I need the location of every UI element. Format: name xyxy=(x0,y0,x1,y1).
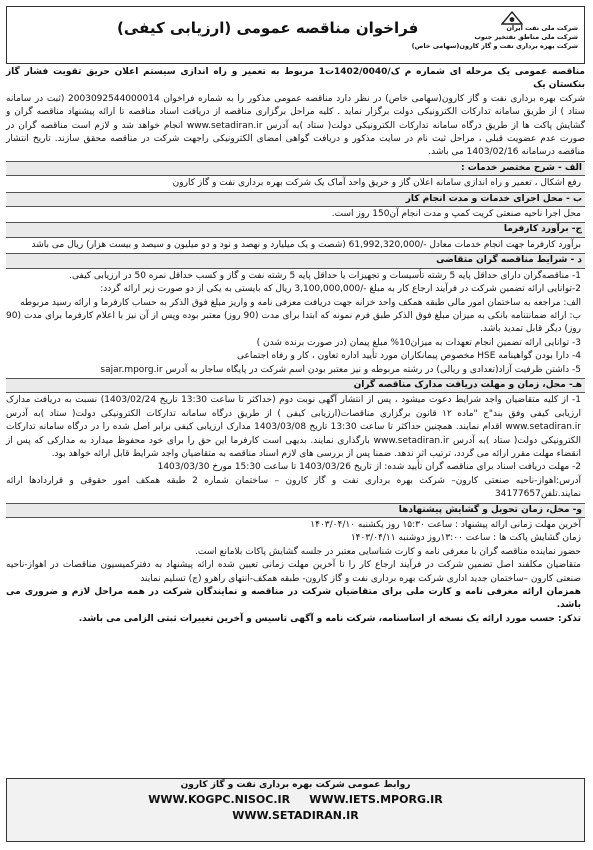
nioc-logo-icon xyxy=(501,11,523,25)
section-d-title: د - شرایط مناقصه گران متقاضی xyxy=(6,253,585,268)
section-a-body: رفع اشکال ، تعمیر و راه اندازی سامانه اعلان گاز و حریق واحد آماک یک شرکت بهره برداری نفت و گاز کارون xyxy=(172,178,581,189)
submission-deadline: آخرین مهلت زمانی ارائه پیشنهاد : ساعت ۱۵:۳۰ روز یکشنبه ۱۴۰۳/۰۴/۱۰ xyxy=(310,520,581,530)
representative-note: حضور نماینده مناقصه گران با معرفی نامه و کارت شناسایی معتبر در جلسه گشایش پاکات بلامانع است. xyxy=(195,546,581,557)
document-receipt-item-2: 2- مهلت دریافت اسناد برای مناقصه گران تأیید شده: از تاریخ 1403/03/26 تا ساعت 15:30 مورخ 1403/03/30 xyxy=(157,462,581,473)
section-f-title: و- محل، زمان تحویل و گشایش پیشنهادها xyxy=(6,503,585,518)
section-b-body: محل اجرا ناحیه صنعتی کریت کمپ و مدت انجام آن150 روز است. xyxy=(331,209,581,220)
condition-2b: ب: ارائه ضمانتنامه بانکی به میزان مبلغ فوق الذکر طبق فرم نمونه که ابتدا برای مدت (90 روز) معتبر بوده وپس از آن نیز با اعلام کارفرما برای مدت (90 روز) دیگر قابل تمدید باشد. xyxy=(6,310,581,335)
company-logo-block xyxy=(408,11,578,51)
condition-2a: الف: مراجعه به ساختمان امور مالی طبقه همکف واحد خزانه جهت دریافت معرفی نامه و واریز مبلغ فوق الذکر به حساب کارفرما و ارائه رسید مربوطه xyxy=(20,297,581,308)
company-name-line-1: شرکت ملی نفت ایران xyxy=(506,24,578,32)
notice-title: فراخوان مناقصه عمومی (ارزیابی کیفی) xyxy=(117,19,419,37)
notice-header xyxy=(6,6,585,64)
public-relations-line: روابط عمومی شرکت بهره برداری نفت و گاز کارون xyxy=(180,780,411,790)
setadiran-link[interactable]: WWW.SETADIRAN.IR xyxy=(232,809,359,822)
guarantee-submission-note: متقاضیان مکلفند اصل تضمین شرکت در فرآیند ارجاع کار را تا آخرین مهلت زمانی تعیین شده ارائه پیشنهاد به دفترکمیسیون مناقصات در اهواز-ناحیه صنعتی کارون –ساختمان جدید اداری شرکت بهره برداری نفت و گاز کارون- طبقه همکف-انتهای راهرو (ج) تسلیم نمایند xyxy=(6,560,581,584)
notice-body xyxy=(6,66,585,626)
tender-notice-page xyxy=(6,6,585,842)
section-e-title: هـ- محل، زمان و مهلت دریافت مدارک مناقصه گران xyxy=(6,378,585,393)
condition-2: 2-توانایی ارائه تضمین شرکت در فرآیند ارجاع کار به مبلغ -/3,100,000,000 ریال که بایستی به یکی از دو صورت زیر ارائه گردد: xyxy=(100,284,581,295)
iets-link[interactable]: WWW.IETS.MPORG.IR xyxy=(309,793,443,806)
condition-3: 3- توانایی ارائه تضمین انجام تعهدات به میزان10% مبلغ پیمان (در صورت برنده شدن ) xyxy=(256,337,581,348)
section-c-title: ج- برآورد کارفرما xyxy=(6,222,585,237)
opening-time: زمان گشایش پاکت ها : ساعت ۱۳:۰۰روز دوشنبه ۱۴۰۳/۰۴/۱۱ xyxy=(350,533,581,544)
document-receipt-item-1: 1- از کلیه متقاضیان واجد شرایط دعوت میشود ، پس از انتشار آگهی نوبت دوم (حداکثر تا ساعت 13:30 تاریخ 1403/02/24) نسبت به دریافت مدارک ارزیابی کیفی وفق بند"ج "ماده ۱۲ قانون برگزاری مناقصات(ارزیابی کیفی ) از طریق درگاه سامانه تدارکات الکترونیکی دولت( ستاد )به آدرس www.setadiran.ir اقدام نمایند. همچنین حداکثر تا ساعت 13:30 تاریخ 1403/03/08 مدارک ارزیابی کیفی برابر اصل شده را در درگاه سامانه تدارکات الکترونیکی دولت( ستاد )به آدرس www.setadiran.ir بارگذاری نمایند. بدیهی است کارفرما این حق را برای خود محفوظ میدارد به مدارکی که پس از انقضاء مهلت مقرر ارائه می گردد، ترتیب اثر ندهد. ضمنا پس از بررسی های لازم اسناد مناقصه به متقاضیان واجد شرایط قابل ارائه خواهد بود. xyxy=(6,395,582,459)
website-links xyxy=(7,792,584,808)
notice-footer xyxy=(6,778,585,842)
section-a-title: الف - شرح مختصر خدمات : xyxy=(6,161,585,176)
condition-5: 5- داشتن ظرفیت آزاد(تعدادی و ریالی) در رشته مربوطه و نیز معتبر بودن اسم شرکت در پایگاه ساجار به آدرس sajar.mporg.ir xyxy=(100,364,581,375)
kogpc-link[interactable]: WWW.KOGPC.NISOC.IR xyxy=(148,793,291,806)
final-note: تذکر: حسب مورد ارائه یک نسخه از اساسنامه، شرکت نامه و آگهی تاسیس و آخرین تغییرات ثبتی الزامی می باشد. xyxy=(78,613,581,624)
company-name-line-2: شرکت ملی مناطق نفتخیز جنوب xyxy=(474,33,578,41)
company-name-line-3: شرکت بهره برداری نفت و گاز کارون(سهامی خاص) xyxy=(411,42,578,50)
intro-paragraph: شرکت بهره برداری نفت و گاز کارون(سهامی خاص) در نظر دارد مناقصه عمومی مذکور را به شماره فراخوان 2003092544000014 (ثبت در سامانه ستاد ) از طریق سامانه تدارکات الکترونیکی دولت برگزار نماید . کلیه مراحل برگزاری مناقصه از دریافت اسناد مناقصه تا ارائه پیشنهاد مناقصه گران و گشایش پاکت ها از طریق درگاه سامانه تدارکات الکترونیکی دولت( ستاد )به آدرس www.setadiran.ir انجام خواهد شد و لازم است مناقصه گران در صورت عدم عضویت قبلی ، مراحل ثبت نام در سایت مذکور و دریافت گواهی امضای الکترونیکی راجهت شرکت در مناقصه محقق سازند. تاریخ انتشار مناقصه درسامانه 1403/02/16 می باشد. xyxy=(6,93,586,158)
section-c-body: برآورد کارفرما جهت انجام خدمات معادل -/61,992,320,000 (شصت و یک میلیارد و نهصد و نود و دو میلیون و سیصد و بیست هزار) ریال می باشد xyxy=(31,239,581,250)
condition-1: 1- مناقصه‌گران دارای حداقل پایه 5 رشته تأسیسات و تجهیزات یا حداقل پایه 5 رشته نفت و گاز و کسب حداقل نمره 50 در ارزیابی کیفی. xyxy=(69,270,581,281)
id-card-note: همزمان ارائه معرفی نامه و کارت ملی برای متقاضیان شرکت در مناقصه و نمایندگان شرکت در همه مراحل لازم و ضروری می باشد. xyxy=(6,587,581,611)
submission-address: آدرس:اهواز-ناحیه صنعتی کارون– شرکت بهره برداری نفت و گاز کارون – ساختمان شماره 2 طبقه همکف امور حقوقی و قراردادها ارائه نمایند.تلفن34177657 xyxy=(6,475,581,500)
section-b-title: ب - محل اجرای خدمات و مدت انجام کار xyxy=(6,192,585,207)
condition-4: 4- دارا بودن گواهینامه HSE مخصوص پیمانکاران مورد تأیید اداره تعاون ، کار و رفاه اجتماعی xyxy=(237,351,581,362)
tender-number-line: مناقصه عمومی یک مرحله ای شماره م ک/1402/0040ت1 مربوط به تعمیر و راه اندازی سیستم اعلان حریق تقویت فشار گاز بنکستان یک xyxy=(6,67,585,91)
